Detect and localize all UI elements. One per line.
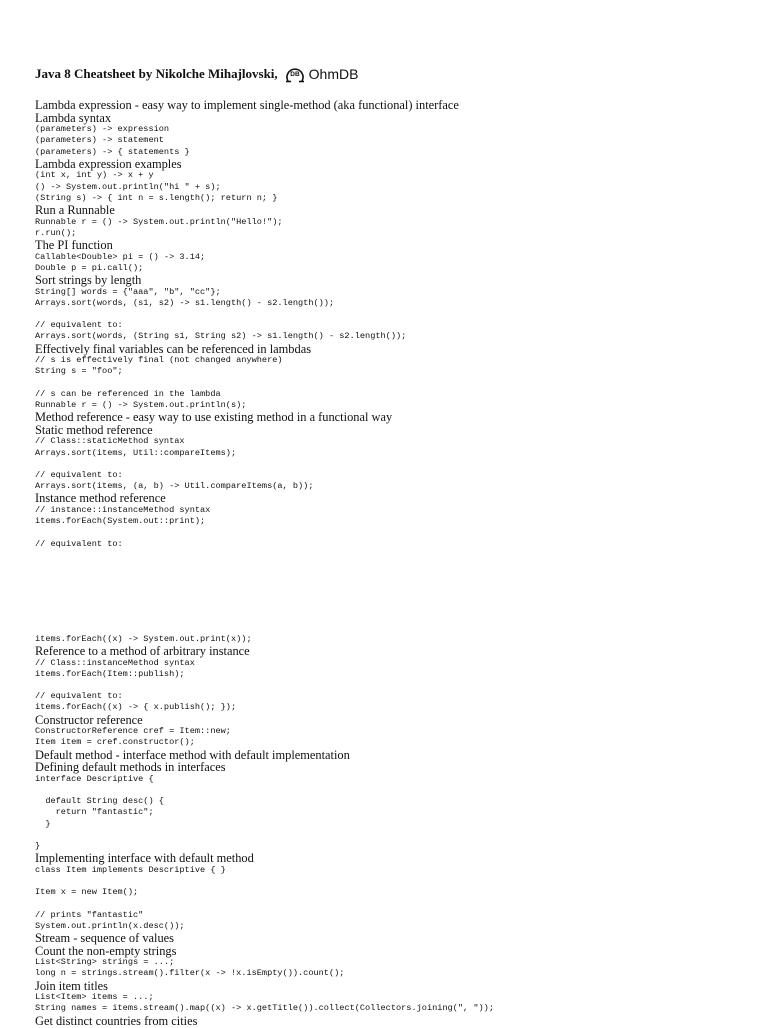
section-heading: Effectively final variables can be referenced in lambdas [35,341,312,356]
section-heading: Stream - sequence of values [35,930,174,945]
code-line: items.forEach((x) -> { x.publish(); }); [35,702,237,713]
code-line: Callable<Double> pi = () -> 3.14; [35,251,206,262]
section-heading: Constructor reference [35,712,143,727]
code-line: (parameters) -> { statements } [35,146,190,157]
cheatsheet-content [35,99,755,1027]
section-heading: Get distinct countries from cities [35,1013,198,1028]
section-heading: The PI function [35,238,113,252]
blank-line [35,680,755,691]
section-heading: Lambda syntax [35,110,112,125]
code-line: Double p = pi.call(); [35,262,144,273]
code-line: Arrays.sort(items, Util::compareItems); [35,447,237,458]
blank-space [35,550,755,634]
section-heading: Implementing interface with default method [35,851,254,866]
section-heading: Count the non-empty strings [35,943,177,958]
code-line: items.forEach((x) -> System.out.print(x)); [35,633,252,644]
code-line: Runnable r = () -> System.out.println(s); [35,399,247,410]
code-line: default String desc() { [35,796,164,807]
code-line: items.forEach(Item::publish); [35,668,185,679]
code-line: List<Item> items = ...; [35,992,154,1003]
code-line: // s is effectively final (not changed anywhere) [35,355,283,366]
code-line: Arrays.sort(items, (a, b) -> Util.compareItems(a, b)); [35,481,314,492]
section-heading: Lambda expression - easy way to implement single-method (aka functional) interface [35,98,459,112]
section-heading: Method reference - easy way to use existing method in a functional way [35,410,393,425]
code-line: } [35,818,51,829]
blank-line [35,527,755,538]
code-line: (int x, int y) -> x + y [35,170,154,181]
code-line: r.run(); [35,227,77,238]
section-heading: Reference to a method of arbitrary instance [35,643,250,658]
code-line: // instance::instanceMethod syntax [35,504,211,515]
code-line: (parameters) -> expression [35,124,170,135]
logo-badge-text: DB [289,71,300,78]
code-line: long n = strings.stream().filter(x -> !x.isEmpty()).count(); [35,968,345,979]
code-line: () -> System.out.println("hi " + s); [35,181,221,192]
logo-text: OhmDB [308,66,359,82]
blank-line [35,876,755,887]
section-heading: Defining default methods in interfaces [35,760,226,775]
code-line: return "fantastic"; [35,807,154,818]
ohmdb-logo-icon [284,64,306,84]
code-line: items.forEach(System.out::print); [35,516,206,527]
code-line: // equivalent to: [35,320,123,331]
section-heading: Sort strings by length [35,273,142,287]
code-line: Arrays.sort(words, (String s1, String s2) -> s1.length() - s2.length()); [35,331,407,342]
blank-line [35,459,755,470]
code-line: Item x = new Item(); [35,887,139,898]
blank-line [35,378,755,389]
code-line: String s = "foo"; [35,366,123,377]
section-heading: Static method reference [35,422,153,437]
code-line: interface Descriptive { [35,773,154,784]
code-line: } [35,840,41,851]
blank-line [35,309,755,320]
code-line: Arrays.sort(words, (s1, s2) -> s1.length() - s2.length()); [35,297,335,308]
section-heading: Lambda expression examples [35,156,182,171]
code-line: Item item = cref.constructor(); [35,737,195,748]
code-line: (parameters) -> statement [35,135,164,146]
code-line: // Class::instanceMethod syntax [35,657,195,668]
code-line: ConstructorReference cref = Item::new; [35,726,231,737]
section-heading: Default method - interface method with default implementation [35,747,350,762]
section-heading: Join item titles [35,978,108,993]
blank-line [35,785,755,796]
code-line: List<String> strings = ...; [35,957,175,968]
code-line: // equivalent to: [35,691,123,702]
section-heading: Instance method reference [35,491,166,506]
code-line: // prints "fantastic" [35,909,144,920]
code-line: String names = items.stream().map((x) -> x.getTitle()).collect(Collectors.joining(", ")); [35,1003,494,1014]
code-line: // s can be referenced in the lambda [35,388,221,399]
code-line: // equivalent to: [35,538,123,549]
code-line: System.out.println(x.desc()); [35,920,185,931]
ohmdb-logo [284,64,359,84]
page-title [35,64,358,84]
code-line: // Class::staticMethod syntax [35,436,185,447]
code-line: (String s) -> { int n = s.length(); return n; } [35,192,278,203]
code-line: class Item implements Descriptive { } [35,864,226,875]
section-heading: Run a Runnable [35,203,115,217]
code-line: String[] words = {"aaa", "b", "cc"}; [35,286,221,297]
blank-line [35,830,755,841]
code-line: Runnable r = () -> System.out.println("Hello!"); [35,216,283,227]
blank-line [35,898,755,909]
title-text: Java 8 Cheatsheet by Nikolche Mihajlovski, [35,66,278,81]
code-line: // equivalent to: [35,469,123,480]
